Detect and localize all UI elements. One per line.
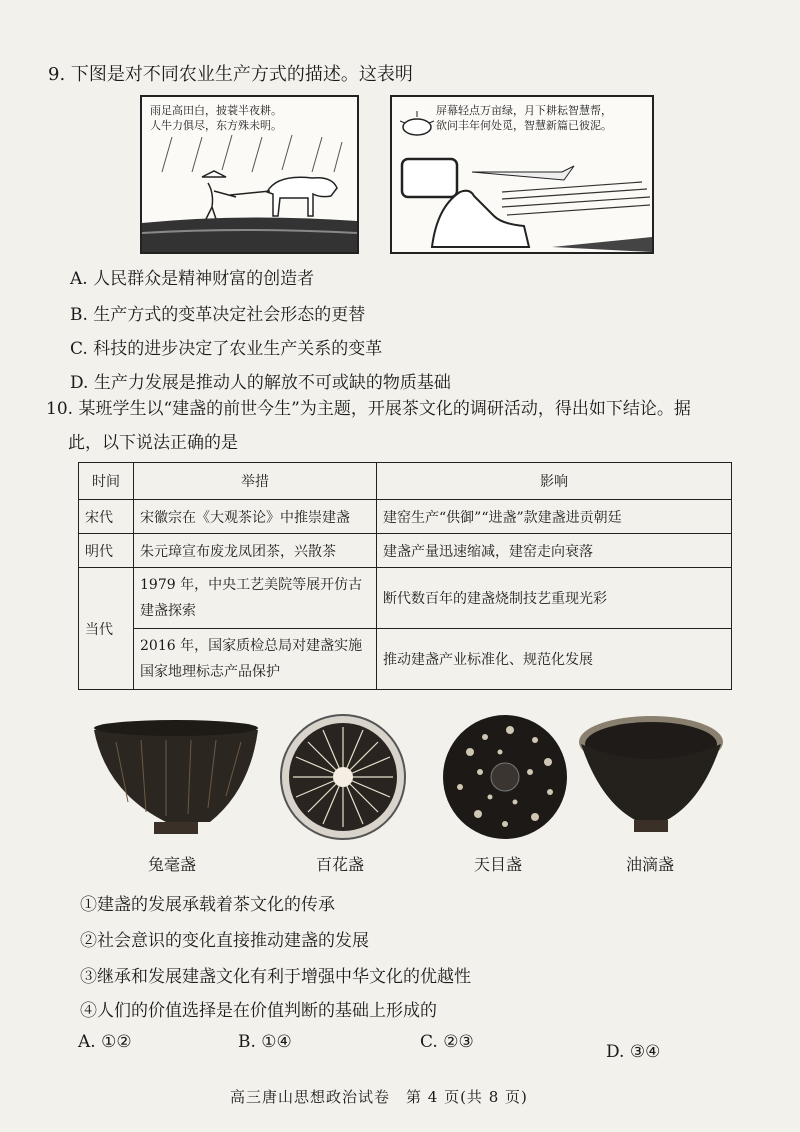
q10-statement-2: ②社会意识的变化直接推动建盏的发展 <box>80 931 369 951</box>
row-measure: 朱元璋宣布废龙凤团茶，兴散茶 <box>134 534 377 568</box>
q9-option-d[interactable]: D. 生产力发展是推动人的解放不可或缺的物质基础 <box>70 373 451 393</box>
row-measure: 1979 年，中央工艺美院等展开仿古建盏探索 <box>134 568 377 629</box>
table-row <box>79 500 732 534</box>
bowl-youdi-image <box>576 712 726 841</box>
row-effect: 建窑生产“供御”“进盏”款建盏进贡朝廷 <box>377 500 732 534</box>
q9-stem: 9. 下图是对不同农业生产方式的描述。这表明 <box>48 64 413 85</box>
row-effect: 推动建盏产业标准化、规范化发展 <box>377 629 732 690</box>
q9-option-c[interactable]: C. 科技的进步决定了农业生产关系的变革 <box>70 339 383 359</box>
row-effect: 断代数百年的建盏烧制技艺重现光彩 <box>377 568 732 629</box>
bowl-label: 兔毫盏 <box>148 855 197 874</box>
bowl-label: 百花盏 <box>316 855 365 874</box>
right-cartoon-caption: 屏幕轻点万亩绿，月下耕耘智慧帮， 欲问丰年何处觅，智慧新篇已彼泥。 <box>436 104 612 132</box>
left-cartoon-caption: 雨足高田白，披蓑半夜耕。 人牛力俱尽，东方殊未明。 <box>150 104 282 132</box>
bowl-tianmu-image <box>440 712 570 846</box>
row-measure: 宋徽宗在《大观茶论》中推崇建盏 <box>134 500 377 534</box>
q9-option-b[interactable]: B. 生产方式的变革决定社会形态的更替 <box>70 305 366 325</box>
bowl-tuhao-image <box>86 712 266 841</box>
page-footer: 高三唐山思想政治试卷 第 4 页(共 8 页) <box>230 1088 528 1106</box>
q10-statement-3: ③继承和发展建盏文化有利于增强中华文化的优越性 <box>80 967 471 987</box>
cartoon-smart-farming <box>390 95 654 254</box>
q10-answer-a[interactable]: A. ①② <box>78 1032 132 1052</box>
row-era: 明代 <box>79 534 134 568</box>
row-era: 宋代 <box>79 500 134 534</box>
q9-option-a[interactable]: A. 人民群众是精神财富的创造者 <box>70 269 315 289</box>
row-effect: 建盏产量迅速缩减，建窑走向衰落 <box>377 534 732 568</box>
bowl-baihua-image <box>278 712 408 846</box>
row-era: 当代 <box>79 568 134 690</box>
table-header-row <box>79 463 732 500</box>
header-measure: 举措 <box>134 463 377 500</box>
table-row <box>79 568 732 629</box>
bowl-label: 天目盏 <box>474 855 523 874</box>
cartoon-traditional-farming <box>140 95 359 254</box>
bowl-label: 油滴盏 <box>626 855 675 874</box>
q10-answer-c[interactable]: C. ②③ <box>420 1032 474 1052</box>
q10-statement-4: ④人们的价值选择是在价值判断的基础上形成的 <box>80 1001 437 1021</box>
table-row <box>79 629 732 690</box>
table-row <box>79 534 732 568</box>
jianzhan-history-table <box>78 462 732 690</box>
q10-answer-b[interactable]: B. ①④ <box>238 1032 292 1052</box>
q10-statement-1: ①建盏的发展承载着茶文化的传承 <box>80 895 335 915</box>
header-effect: 影响 <box>377 463 732 500</box>
row-measure: 2016 年，国家质检总局对建盏实施国家地理标志产品保护 <box>134 629 377 690</box>
q10-stem: 10. 某班学生以“建盏的前世今生”为主题，开展茶文化的调研活动，得出如下结论。据 此，以下说法正确的是 <box>46 399 691 453</box>
header-era: 时间 <box>79 463 134 500</box>
q10-answer-d[interactable]: D. ③④ <box>606 1042 661 1062</box>
